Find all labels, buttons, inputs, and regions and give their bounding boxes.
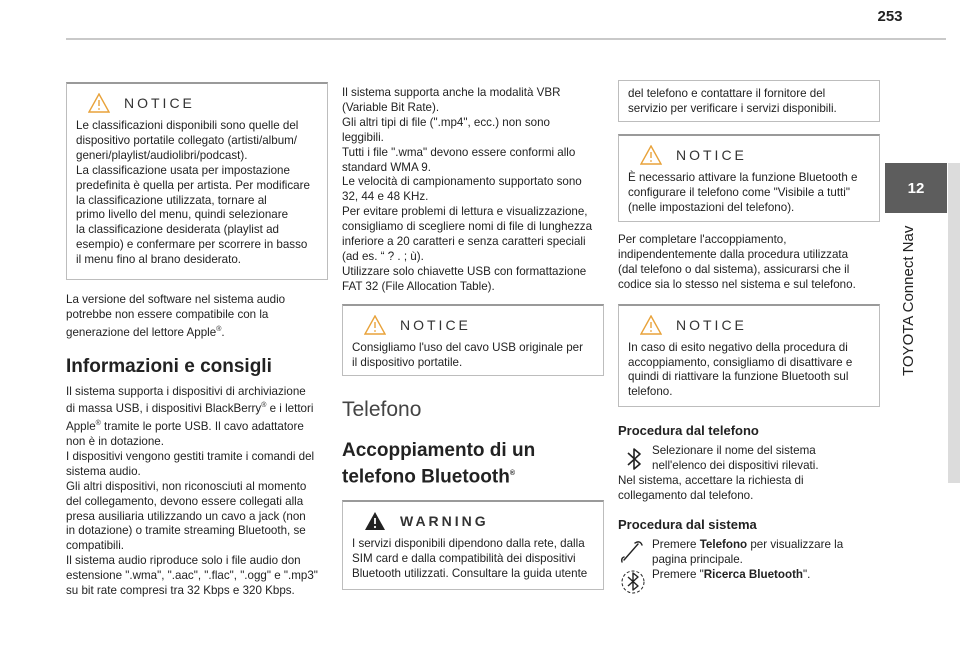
info-sup2: ® (95, 420, 101, 428)
notice-text: Consigliamo l'uso del cavo USB originale per il dispositivo portatile. (352, 340, 583, 369)
step-system-2 (618, 568, 880, 598)
step-phone (618, 444, 880, 474)
software-sup: ® (216, 325, 222, 333)
pairing-code-paragraph: Per completare l'accoppiamento, indipendentemente dalla procedura utilizzata (dal telefono o dal sistema), assicurarsi che il codice sia lo stesso nel sistema e sul telefono. (618, 233, 856, 291)
section-telefono: Telefono (342, 397, 422, 421)
chapter-label-text: TOYOTA Connect Nav (900, 225, 917, 376)
notice-box (66, 82, 328, 280)
notice-header (76, 91, 318, 115)
software-end: . (221, 325, 225, 339)
chapter-tab: 12 (885, 163, 947, 213)
side-bar (948, 163, 960, 483)
step-system-2-b: Ricerca Bluetooth (703, 568, 804, 582)
info-p1b: e i lettori Apple (66, 402, 314, 434)
software-note (66, 293, 328, 341)
heading-pairing (342, 439, 604, 488)
notice-title: NOTICE (400, 316, 471, 333)
notice-title: NOTICE (124, 95, 195, 111)
page-number: 253 (877, 8, 903, 25)
info-paragraph (66, 385, 328, 599)
info-sup1: ® (261, 402, 267, 410)
column-1 (66, 82, 328, 599)
step-system-1-b: Telefono (699, 538, 748, 552)
heading-proc-phone: Procedura dal telefono (618, 422, 759, 438)
column-2 (342, 86, 604, 590)
notice-text: È necessario attivare la funzione Bluetooth e configurare il telefono come "Visibile a tutti" (nelle impostazioni del telefono). (628, 171, 858, 214)
touch-icon (618, 538, 652, 566)
bluetooth-icon (618, 444, 652, 474)
heading-proc-system: Procedura dal sistema (618, 517, 757, 533)
step-phone-text: Selezionare il nome del sistema nell'elenco dei dispositivi rilevati. (652, 443, 819, 472)
notice-text: Le classificazioni disponibili sono quelle del dispositivo portatile collegato (artisti/album/ generi/playlist/audiolibri/podcast). La classificazione usata per impostazione predefinita è quella per artista. Per modificare la classificazione utilizzata, tornare al primo livello del menu, quindi selezionare la classificazione desiderata (playlist ad esempio) e confermare per scorrere in basso il menu fino al brano desiderato. (76, 119, 310, 267)
notice-header (628, 313, 870, 337)
notice-title: NOTICE (676, 316, 747, 333)
step-system-2-text (652, 568, 880, 598)
notice-header (352, 313, 594, 337)
notice-triangle-icon (640, 145, 662, 165)
proc-phone-after: Nel sistema, accettare la richiesta di collegamento dal telefono. (618, 473, 804, 502)
heading-pairing-b: telefono Bluetooth (342, 466, 510, 488)
notice-header (628, 143, 870, 167)
notice-triangle-icon (88, 93, 110, 113)
step-system-1-text (652, 538, 880, 568)
notice-title: NOTICE (676, 147, 747, 163)
notice-text: In caso di esito negativo della procedura di accoppiamento, consigliamo di disattivare e quindi di riattivare la funzione Bluetooth sul telefono. (628, 340, 853, 399)
warning-box (342, 500, 604, 590)
column-3 (618, 80, 880, 598)
warning-continued-box (618, 80, 880, 122)
step-system-1-c: per visualizzare la pagina principale. (652, 538, 844, 567)
software-text: La versione del software nel sistema audio potrebbe non essere compatibile con la generazione del lettore Apple (66, 293, 286, 339)
warning-triangle-icon (364, 511, 386, 531)
notice-triangle-icon (364, 315, 386, 335)
notice-box-bluetooth (618, 134, 880, 222)
warning-title: WARNING (400, 513, 489, 530)
info-p1: Il sistema supporta i dispositivi di archiviazione di massa USB, i dispositivi BlackBerry (66, 384, 306, 416)
notice-triangle-icon (640, 315, 662, 335)
step-system-2-c: ". (803, 568, 811, 582)
bluetooth-search-icon (618, 568, 652, 598)
info-p1c: tramite le porte USB. Il cavo adattatore non è in dotazione. I dispositivi vengono gestiti tramite i comandi del sistema audio. Gli altri dispositivi, non riconosciuti al momento del collegamento, devono essere collegati alla presa ausiliaria utilizzando un cavo a jack (non in dotazione) o tramite streaming Bluetooth, se compatibili. Il sistema audio riproduce solo i file audio don estensione ".wma", ".aac", ".flac", ".ogg" e ".mp3" su bit rate compresi tra 32 Kbps e 320 Kbps. (66, 420, 318, 598)
heading-pairing-sup: ® (509, 469, 515, 477)
heading-pairing-a: Accoppiamento di un (342, 439, 536, 461)
notice-box-usb (342, 304, 604, 376)
step-system-1-a: Premere (652, 538, 700, 552)
warning-text: I servizi disponibili dipendono dalla rete, dalla SIM card e dalla compatibilità dei dispositivi Bluetooth utilizzati. Consultare la guida utente (352, 537, 588, 580)
chapter-label (898, 218, 922, 378)
top-rule (66, 38, 946, 40)
step-system-2-a: Premere " (652, 568, 704, 582)
warning-continued-text: del telefono e contattare il fornitore del servizio per verificare i servizi disponibili. (628, 87, 837, 115)
vbr-paragraph: Il sistema supporta anche la modalità VBR (Variable Bit Rate). Gli altri tipi di file (".mp4", ecc.) non sono leggibili. Tutti i file ".wma" devono essere conformi allo standard WMA 9. Le velocità di campionamento supportato sono 32, 44 e 48 KHz. Per evitare problemi di lettura e visualizzazione, consigliamo di scegliere nomi di file di lunghezza inferiore a 20 caratteri e senza caratteri speciali (ad es. “ ? . ; ù). Utilizzare solo chiavette USB con formattazione FAT 32 (File Allocation Table). (342, 86, 593, 293)
warning-header (352, 509, 594, 533)
notice-box-failure (618, 304, 880, 407)
step-system-1 (618, 538, 880, 568)
heading-info: Informazioni e consigli (66, 355, 272, 377)
